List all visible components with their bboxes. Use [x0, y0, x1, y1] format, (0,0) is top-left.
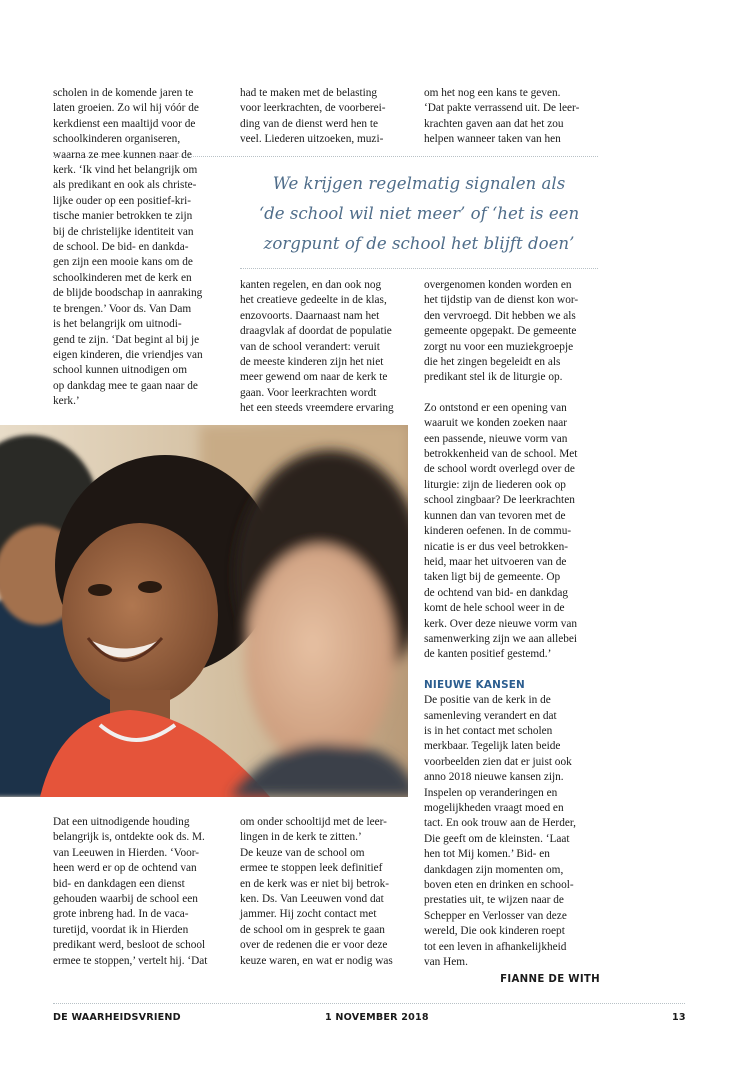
text-line: school zingbaar? De leerkrachten — [424, 494, 575, 507]
mid-column-3 — [424, 278, 600, 988]
text-line: gend te zijn. ‘Dat begint al bij je — [53, 333, 200, 346]
text-line: schoolkinderen met de kerk en — [53, 271, 192, 284]
text-line: kanten regelen, en dan ook nog — [240, 279, 382, 291]
bottom-column-2 — [240, 815, 393, 969]
text-line: om onder schooltijd met de leer- — [240, 816, 387, 828]
text-line: Zo ontstond er een opening van — [424, 401, 567, 414]
text-line: Inspelen op veranderingen en — [424, 786, 558, 799]
top-column-3 — [424, 86, 579, 148]
text-line: is het belangrijk om uitnodi- — [53, 318, 182, 331]
text-line: helpen wanneer taken van hen — [424, 133, 561, 146]
text-line: school kunnen uitnodigen om — [53, 364, 187, 377]
text-line: kinderen oefenen. In de commu- — [424, 525, 572, 538]
text-line: lijke ouder op een positief-kri- — [53, 194, 192, 207]
text-line: waaruit we konden zoeken naar — [424, 417, 568, 430]
text-line: van Hem. — [424, 956, 468, 969]
text-line: schoolkinderen organiseren, — [53, 133, 181, 146]
text-line: ‘de school wil niet meer’ of ‘het is een — [258, 204, 580, 223]
text-line: de school wordt overlegd over de — [424, 463, 575, 476]
text-line: samenwerking zijn we aan allebei — [424, 632, 578, 645]
text-line: Dat een uitnodigende houding — [53, 816, 190, 828]
text-line: mogelijkheden vraagt moed en — [424, 802, 564, 814]
issue-date: 1 NOVEMBER 2018 — [325, 1012, 429, 1023]
text-line: predikant werd, besloot de school — [53, 939, 206, 952]
children-photo — [0, 425, 408, 797]
text-line: bid- en dankdagen een dienst — [53, 877, 185, 890]
mid-column-2 — [240, 278, 394, 417]
text-line: zorgt nu voor een muziekgroepje — [424, 340, 574, 353]
section-heading: NIEUWE KANSEN — [424, 678, 525, 691]
text-line: op dankdag mee te gaan naar de — [53, 379, 198, 392]
page-number: 13 — [672, 1012, 686, 1023]
text-line: ding van de dienst werd hen te — [240, 117, 379, 130]
text-line: kerk. Over deze nieuwe vorm van — [424, 617, 578, 630]
top-column-2 — [240, 86, 386, 148]
text-line: laten groeien. Zo wil hij vóór de — [53, 102, 199, 115]
text-line: tische manier betrokken te zijn — [53, 210, 193, 223]
text-line: taken ligt bij de gemeente. Op — [424, 571, 561, 584]
text-line: heid, maar het uitvoeren van de — [424, 555, 567, 568]
text-line: meer gewend om naar de kerk te — [240, 371, 388, 384]
text-line: ermee te stoppen leek definitief — [240, 862, 383, 875]
text-line: een passende, nieuwe vorm van — [424, 432, 568, 445]
text-line: We krijgen regelmatig signalen als — [272, 174, 566, 193]
text-line: de blijde boodschap in aanraking — [53, 287, 203, 300]
top-column-1 — [53, 86, 203, 410]
text-line: van de school verandert: veruit — [240, 340, 380, 353]
text-line: waarna ze mee kunnen naar de — [53, 148, 192, 161]
text-line: en de kerk was er niet bij betrok- — [240, 877, 389, 890]
text-line: gehouden waarbij de school een — [53, 893, 198, 906]
text-line: betrokkenheid van de school. Met — [424, 448, 578, 461]
text-line: de school om in gesprek te gaan — [240, 923, 385, 936]
text-line: nicatie is er dus veel betrokken- — [424, 540, 568, 553]
text-line: het tijdstip van de dienst kon wor- — [424, 294, 579, 307]
text-line: wereld, Die ook kinderen roept — [424, 925, 565, 938]
text-line: kerk.’ — [53, 395, 80, 408]
text-line: veel. Liederen uitzoeken, muzi- — [240, 133, 384, 146]
text-line: ken. Ds. Van Leeuwen vond dat — [240, 893, 384, 906]
text-line: die het zingen begeleidt en als — [424, 356, 561, 369]
text-line: boven eten en drinken en school- — [424, 879, 574, 892]
text-line: gen zijn een mooie kans om de — [53, 256, 193, 269]
text-line: krachten gaven aan dat het zou — [424, 117, 564, 130]
text-line: hen tot Mij komen.’ Bid- en — [424, 848, 550, 861]
text-line: Die geeft om de kleinsten. ‘Laat — [424, 832, 570, 845]
text-line: lingen in de kerk te zitten.’ — [240, 831, 362, 844]
text-line: tot een leven in afhankelijkheid — [424, 940, 567, 953]
quote-divider — [240, 268, 598, 269]
text-line: prestaties uit, te wijzen naar de — [424, 894, 564, 907]
text-line: gemeente opgepakt. De gemeente — [424, 325, 577, 338]
text-line: om het nog een kans te geven. — [424, 87, 561, 99]
text-line: keuze waren, en wat er nodig was — [240, 954, 393, 967]
children-photo-image — [0, 425, 408, 797]
footer-divider — [53, 1003, 685, 1004]
text-line: heen werd er op de ochtend van — [53, 862, 197, 875]
author-byline: FIANNE DE WITH — [500, 974, 600, 986]
text-line: overgenomen konden worden en — [424, 279, 572, 291]
text-line: de ochtend van bid- en dankdag — [424, 586, 568, 599]
text-line: samenleving verandert en dat — [424, 709, 557, 722]
text-line: voor leerkrachten, de voorberei- — [240, 102, 386, 115]
text-line: kunnen dan van tevoren met de — [424, 509, 566, 522]
text-line: komt de hele school weer in de — [424, 602, 565, 615]
text-line: de school. De bid- en dankda- — [53, 241, 189, 254]
text-line: dankdagen zijn momenten om, — [424, 863, 564, 876]
text-line: is in het contact met scholen — [424, 724, 553, 737]
text-line: liturgie: zijn de liederen ook op — [424, 478, 566, 491]
text-line: ermee te stoppen,’ vertelt hij. ‘Dat — [53, 954, 208, 967]
text-line: turetijd, voordat ik in Hierden — [53, 923, 189, 936]
text-line: anno 2018 nieuwe kansen zijn. — [424, 771, 564, 784]
text-line: kerkdienst een maaltijd voor de — [53, 117, 196, 130]
pull-quote — [240, 169, 598, 259]
text-line: als predikant en ook als christe- — [53, 179, 197, 192]
text-line: predikant stel ik de liturgie op. — [424, 371, 563, 384]
text-line: grote inbreng had. In de vaca- — [53, 908, 189, 921]
text-line: tact. En ook trouw aan de Herder, — [424, 817, 576, 830]
text-line: ‘Dat pakte verrassend uit. De leer- — [424, 102, 580, 115]
text-line: van Leeuwen in Hierden. ‘Voor- — [53, 846, 200, 859]
text-line: Schepper en Verlosser van deze — [424, 909, 567, 922]
magazine-name: DE WAARHEIDSVRIEND — [53, 1012, 181, 1023]
text-line: jammer. Hij zocht contact met — [240, 908, 377, 921]
bottom-column-1 — [53, 815, 207, 969]
text-line: De keuze van de school om — [240, 846, 365, 859]
text-line: gaan. Voor leerkrachten wordt — [240, 386, 377, 399]
text-line: de meeste kinderen zijn het niet — [240, 356, 384, 369]
text-line: bij de christelijke identiteit van — [53, 225, 194, 238]
text-line: het een steeds vreemdere ervaring — [240, 402, 394, 415]
text-line: te brengen.’ Voor ds. Van Dam — [53, 302, 192, 315]
top-divider — [53, 156, 598, 157]
text-line: draagvlak af doordat de populatie — [240, 325, 392, 338]
text-line: over de redenen die er voor deze — [240, 939, 388, 952]
text-line: den vervroegd. Dit hebben we als — [424, 309, 576, 322]
text-line: scholen in de komende jaren te — [53, 87, 194, 99]
text-line: voorbeelden zien dat er juist ook — [424, 755, 572, 768]
text-line: zorgpunt of de school het blijft doen’ — [263, 234, 575, 253]
text-line: de kanten positief gestemd.’ — [424, 648, 552, 661]
text-line: De positie van de kerk in de — [424, 694, 551, 707]
text-line: het creatieve gedeelte in de klas, — [240, 294, 387, 307]
text-line: enzovoorts. Daarnaast nam het — [240, 309, 380, 322]
text-line: merkbaar. Tegelijk laten beide — [424, 740, 561, 753]
text-line: kerk. ‘Ik vind het belangrijk om — [53, 164, 198, 177]
text-line: had te maken met de belasting — [240, 87, 378, 99]
text-line: eigen kinderen, die vriendjes van — [53, 348, 203, 361]
text-line: belangrijk is, ontdekte ook ds. M. — [53, 831, 205, 844]
